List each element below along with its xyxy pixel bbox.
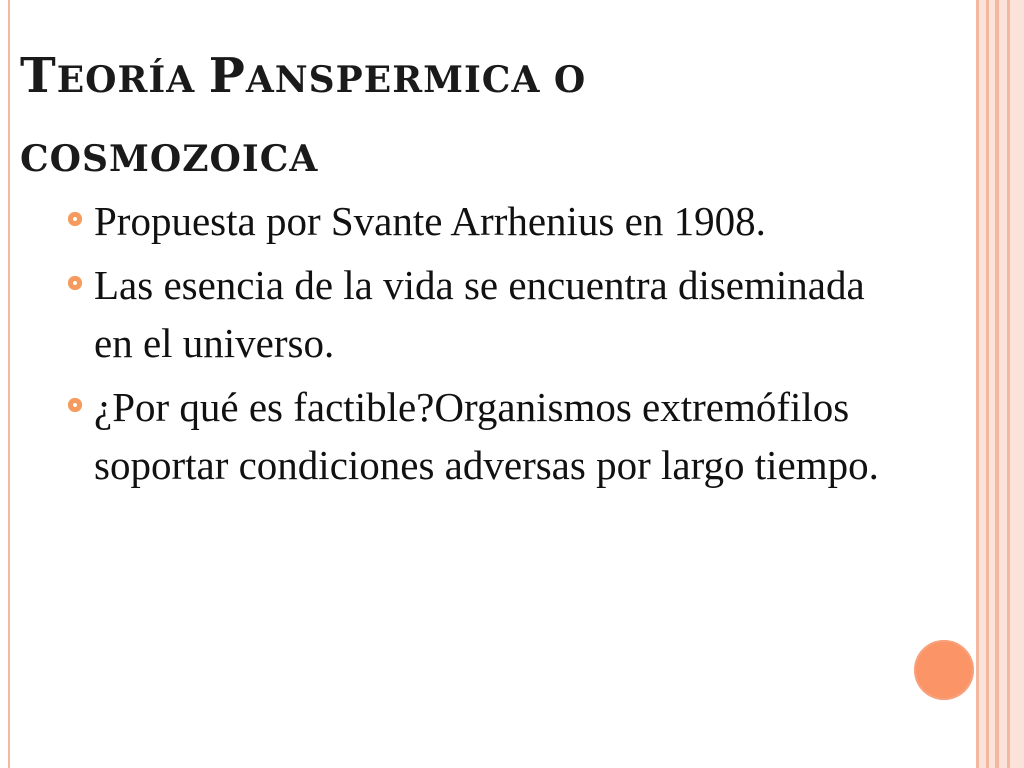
title-initial: T (20, 48, 57, 104)
right-stripe (979, 0, 986, 768)
bullet-icon (68, 212, 82, 226)
bullet-item (68, 378, 908, 494)
bullet-icon (68, 276, 82, 290)
bullet-icon (68, 398, 82, 412)
title-word: COSMOZOICA (20, 138, 319, 180)
left-border-line (8, 0, 10, 768)
bullet-text: ¿Por qué es factible?Organismos extremófilos soportar condiciones adversas por largo tiempo. (94, 384, 879, 488)
title-initial: P (208, 48, 246, 104)
orange-circle-icon (914, 640, 974, 700)
title-line-2 (20, 123, 920, 202)
bullet-item (68, 192, 908, 250)
slide-title (20, 40, 920, 202)
bullet-text: Propuesta por Svante Arrhenius en 1908. (94, 198, 766, 244)
bullet-text: Las esencia de la vida se encuentra diseminada en el universo. (94, 262, 865, 366)
title-word-rest: EORÍA (56, 59, 209, 101)
title-word-rest: ANSPERMICA O (245, 59, 587, 101)
title-line-1 (20, 40, 920, 123)
right-stripe (999, 0, 1007, 768)
bullet-item (68, 256, 908, 372)
bullet-list (68, 192, 908, 500)
right-stripe (1010, 0, 1024, 768)
